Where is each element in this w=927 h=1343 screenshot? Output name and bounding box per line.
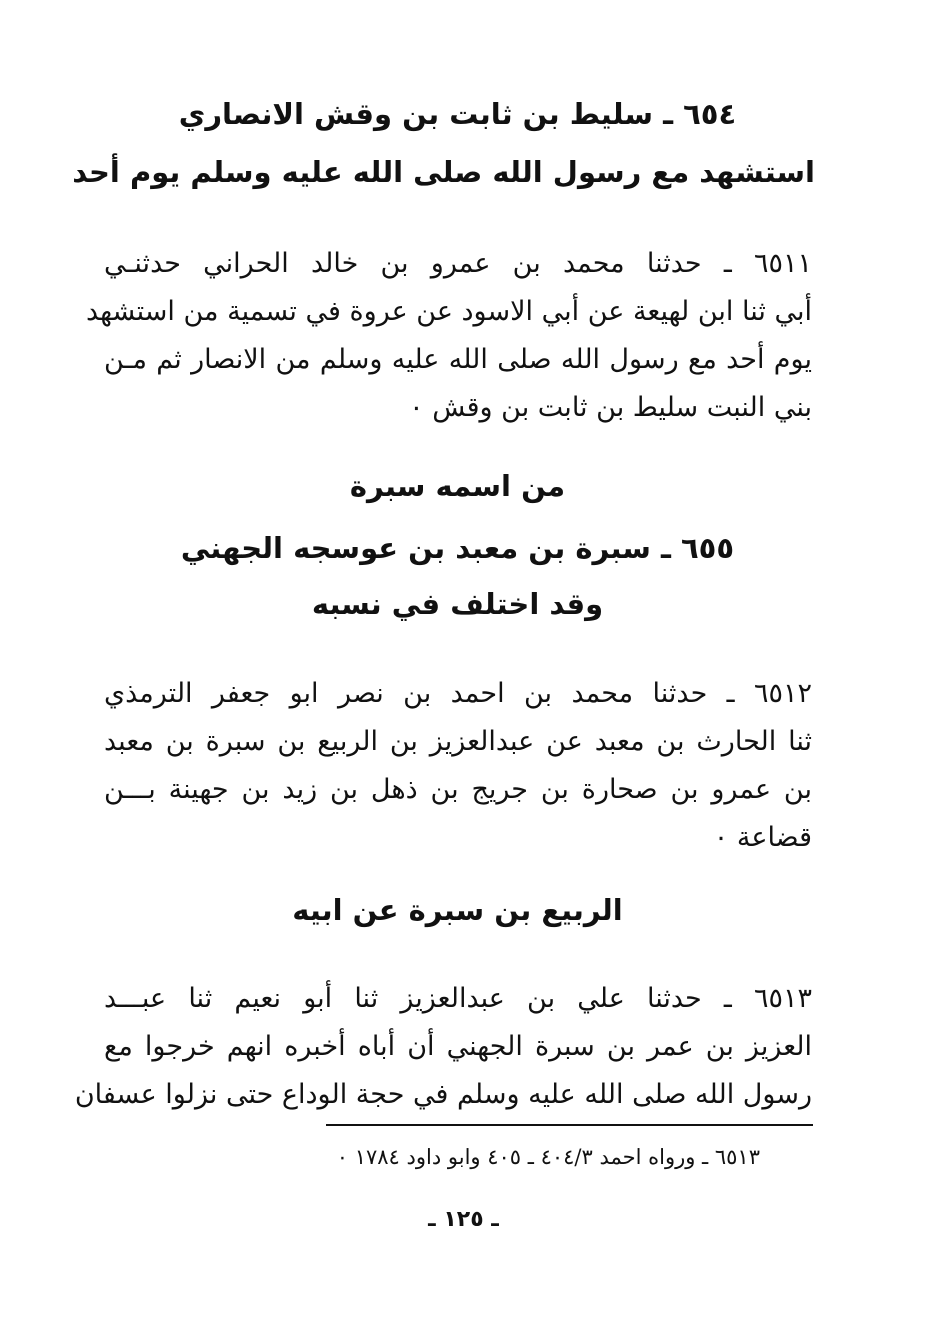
hadith-6512-line: قضاعة ٠ xyxy=(713,822,812,853)
entry-655-title: ٦٥٥ ـ سبرة بن معبد بن عوسجه الجهني xyxy=(180,531,735,565)
hadith-6512-line: بن عمرو بن صحارة بن جريج بن ذهل بن زيد بن جهينة بـــن xyxy=(104,774,812,805)
footnote-6513: ٦٥١٣ ـ ورواه احمد ٤٠٤/٣ ـ ٤٠٥ وابو داود ١٧٨٤ ٠ xyxy=(336,1145,760,1169)
hadith-6511-paragraph xyxy=(85,240,812,432)
entry-654-subtitle: استشهد مع رسول الله صلى الله عليه وسلم يوم أحد xyxy=(72,155,815,189)
hadith-6513-line: ٦٥١٣ ـ حدثنا علي بن عبدالعزيز ثنا أبو نعيم ثنا عبـــد xyxy=(104,983,812,1014)
hadith-6511-line: أبي ثنا ابن لهيعة عن أبي الاسود عن عروة في تسمية من استشهد xyxy=(85,296,812,327)
hadith-6511-line: بني النبت سليط بن ثابت بن وقش ٠ xyxy=(409,392,812,423)
hadith-6511-line: ٦٥١١ ـ حدثنا محمد بن عمرو بن خالد الحراني حدثنـي xyxy=(104,248,812,279)
footnote-divider xyxy=(326,1124,813,1126)
entry-654-title: ٦٥٤ ـ سليط بن ثابت بن وقش الانصاري xyxy=(178,97,737,131)
page-number: ـ ١٢٥ ـ xyxy=(428,1207,499,1232)
section-sabra-title: من اسمه سبرة xyxy=(349,469,566,503)
hadith-6512-line: ٦٥١٢ ـ حدثنا محمد بن احمد بن نصر ابو جعفر الترمذي xyxy=(104,678,812,709)
hadith-6513-paragraph xyxy=(74,975,812,1119)
hadith-6512-line: ثنا الحارث بن معبد عن عبدالعزيز بن الربيع بن سبرة بن معبد xyxy=(104,726,812,757)
hadith-6511-line: يوم أحد مع رسول الله صلى الله عليه وسلم من الانصار ثم مـن xyxy=(104,344,812,375)
hadith-6513-line: رسول الله صلى الله عليه وسلم في حجة الوداع حتى نزلوا عسفان xyxy=(74,1079,812,1110)
section-rabi-title: الربيع بن سبرة عن ابيه xyxy=(292,893,623,927)
hadith-6512-paragraph xyxy=(104,670,812,862)
entry-655-subtitle: وقد اختلف في نسبه xyxy=(311,587,604,621)
hadith-6513-line: العزيز بن عمر بن سبرة الجهني أن أباه أخبره انهم خرجوا مع xyxy=(104,1031,812,1062)
